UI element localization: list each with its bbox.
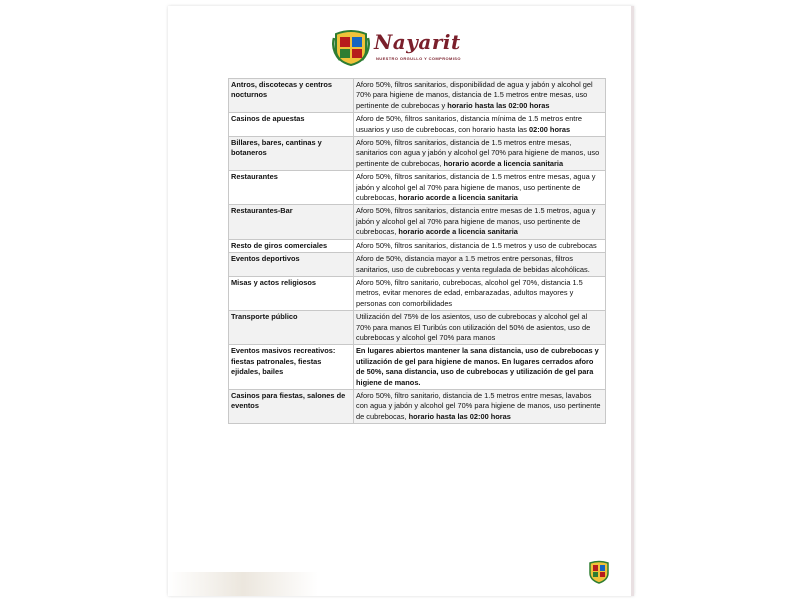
activity-cell: Transporte público (229, 311, 354, 345)
logo-title: Nayarit (374, 30, 461, 54)
measures-text: Aforo 50%, filtros sanitarios, distancia entre mesas de 1.5 metros, agua y jabón y alcohol gel al 70% para higiene de manos, uso pertinente de cubrebocas, (356, 206, 596, 237)
activity-cell: Eventos deportivos (229, 253, 354, 277)
measures-bold-text: horario acorde a licencia sanitaria (443, 158, 564, 168)
activity-cell: Restaurantes-Bar (229, 205, 354, 239)
measures-text: Aforo 50%, filtro sanitario, cubrebocas, alcohol gel 70%, distancia 1.5 metros, evitar menores de edad, embarazadas, adultos mayores y personas con comorbilidades (356, 277, 583, 308)
activity-cell: Antros, discotecas y centros nocturnos (229, 79, 354, 113)
activity-cell: Eventos masivos recreativos: fiestas patronales, fiestas ejidales, bailes (229, 345, 354, 390)
table-row (229, 311, 606, 345)
activity-cell: Billares, bares, cantinas y botaneros (229, 137, 354, 171)
measures-cell (354, 113, 606, 137)
measures-cell (354, 345, 606, 390)
table-row (229, 276, 606, 310)
document-page (168, 6, 634, 596)
table-row (229, 389, 606, 423)
measures-text: Aforo 50%, filtros sanitarios, distancia de 1.5 metros entre mesas, sanitarios con agua y jabón y alcohol gel 70% para higiene de manos, uso pertinente de cubrebocas, (356, 138, 600, 168)
measures-cell (354, 79, 606, 113)
measures-cell (354, 239, 606, 252)
measures-text: Utilización del 75% de los asientos, uso de cubrebocas y alcohol gel al 70% para manos El Turibús con utilización del 50% de asientos, uso de cubrebocas y alcohol gel 70% para manos (356, 312, 591, 342)
footer-coat-of-arms-icon (588, 560, 610, 584)
measures-cell (354, 389, 606, 423)
measures-bold-text: En lugares abiertos mantener la sana distancia, uso de cubrebocas y utilización de gel para higiene de manos. En lugares cerrados aforo de 50%, sana distancia, uso de cubrebocas y utilización de gel para higiene de manos. (356, 346, 599, 387)
activity-cell: Resto de giros comerciales (229, 239, 354, 252)
activity-cell: Casinos de apuestas (229, 113, 354, 137)
table-row (229, 113, 606, 137)
activity-cell: Casinos para fiestas, salones de eventos (229, 389, 354, 423)
table-row (229, 253, 606, 277)
measures-cell (354, 171, 606, 205)
rules-table (228, 78, 606, 424)
measures-bold-text: horario acorde a licencia sanitaria (398, 193, 518, 203)
measures-cell (354, 205, 606, 239)
logo-subtitle: NUESTRO ORGULLO Y COMPROMISO (376, 56, 461, 61)
measures-cell (354, 276, 606, 310)
measures-text: Aforo 50%, filtros sanitarios, distancia de 1.5 metros y uso de cubrebocas (356, 240, 597, 250)
table-row (229, 137, 606, 171)
measures-bold-text: horario hasta las 02:00 horas (408, 411, 511, 421)
footer-decoration (168, 572, 318, 596)
table-row (229, 205, 606, 239)
measures-text: Aforo 50%, filtros sanitarios, disponibilidad de agua y jabón y alcohol gel 70% para higiene de manos, distancia de 1.5 metros entre mesas, uso pertinente de cubrebocas y (356, 80, 593, 110)
table-row (229, 345, 606, 390)
measures-cell (354, 311, 606, 345)
coat-of-arms-icon (332, 28, 370, 66)
measures-cell (354, 137, 606, 171)
table-row (229, 171, 606, 205)
measures-bold-text: 02:00 horas (528, 124, 571, 134)
activity-cell: Misas y actos religiosos (229, 276, 354, 310)
measures-bold-text: horario hasta las 02:00 horas (447, 100, 550, 110)
table-row (229, 239, 606, 252)
activity-cell: Restaurantes (229, 171, 354, 205)
measures-cell (354, 253, 606, 277)
page-edge-accent (631, 6, 634, 596)
measures-text: Aforo de 50%, distancia mayor a 1.5 metros entre personas, filtros sanitarios, uso de cubrebocas y venta regulada de bebidas alcohólicas. (356, 254, 590, 274)
measures-text: Aforo 50%, filtro sanitario, distancia de 1.5 metros entre mesas, lavabos con agua y jabón y alcohol gel 70% para higiene de manos, uso pertinente de cubrebocas, (356, 390, 601, 421)
measures-bold-text: horario acorde a licencia sanitaria (398, 227, 518, 237)
measures-text: Aforo de 50%, filtros sanitarios, distancia mínima de 1.5 metros entre usuarios y uso de cubrebocas, con horario hasta las (356, 114, 582, 134)
measures-text: Aforo 50%, filtros sanitarios, distancia de 1.5 metros entre mesas, agua y jabón y alcohol gel al 70% para higiene de manos, uso pertinente de cubrebocas, (356, 172, 596, 203)
header-logo (332, 28, 467, 68)
table-row (229, 79, 606, 113)
